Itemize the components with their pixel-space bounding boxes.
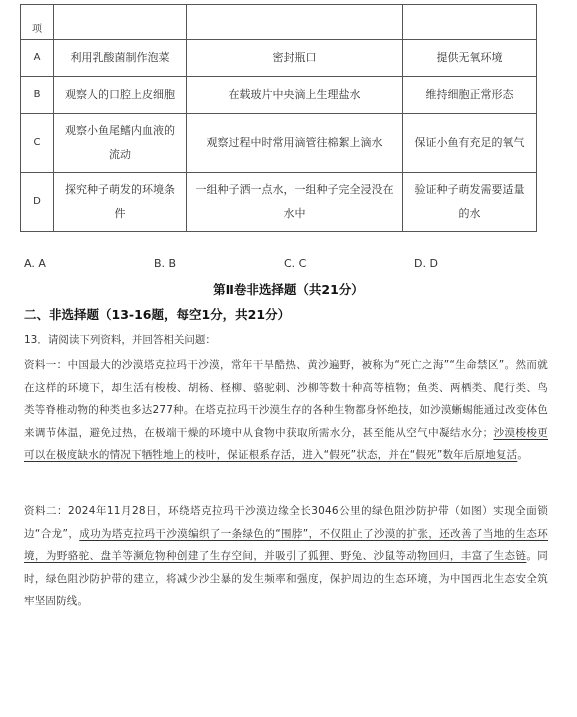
material-two-text: 资料二：2024年11月28日，环绕塔克拉玛干沙漠边缘全长3046公里的绿色阻沙防护带（如图）实现全面锁边“合龙”， <box>24 505 548 540</box>
table-row <box>21 77 537 114</box>
material-two-underlined: 成功为塔克拉玛干沙漠编织了一条绿色的“围脖”，不仅阻止了沙漠的扩张，还改善了当地的生态环境，为野骆驼、盘羊等濒危物种创建了生存空间，并吸引了狐狸、野兔、沙鼠等动物回归，丰富了生态链 <box>24 527 548 562</box>
material-one <box>24 354 548 467</box>
row-id: D <box>21 173 54 232</box>
table-header-cell <box>187 5 403 40</box>
row-operation: 密封瓶口 <box>187 40 403 77</box>
table-header-cell <box>54 5 187 40</box>
row-id: B <box>21 77 54 114</box>
table-row <box>21 114 537 173</box>
table-row <box>21 173 537 232</box>
section-title: 第Ⅱ卷非选择题（共21分） <box>213 282 364 297</box>
row-id: A <box>21 40 54 77</box>
material-one-text: 资料一：中国最大的沙漠塔克拉玛干沙漠，常年干旱酷热、黄沙遍野，被称为“死亡之海”“生命禁区”。然而就在这样的环境下，却生活有梭梭、胡杨、柽柳、骆驼刺、沙柳等数十种高等植物；鱼类、两栖类、爬行类、鸟类等脊椎动物的种类也多达277种。在塔克拉玛干沙漠生存的各种生物都身怀绝技，如沙漠蜥蜴能通过改变体色来调节体温，避免过热，在极端干燥的环境中从食物中获取所需水分，甚至能从空气中凝结水分； <box>24 359 548 439</box>
answer-options <box>24 257 544 273</box>
row-purpose: 验证种子萌发需要适量的水 <box>403 173 537 232</box>
table-header-cell <box>403 5 537 40</box>
part-heading: 二、非选择题（13-16题，每空1分，共21分） <box>24 307 291 322</box>
row-operation: 观察过程中时常用滴管往棉絮上滴水 <box>187 114 403 173</box>
table-header-id: 项 <box>21 5 54 40</box>
row-purpose: 维持细胞正常形态 <box>403 77 537 114</box>
row-purpose: 提供无氧环境 <box>403 40 537 77</box>
material-one-end: 。 <box>517 449 529 461</box>
option-d: D. D <box>414 257 438 270</box>
material-one-underlined: 沙漠梭梭更可以在极度缺水的情况下牺牲地上的枝叶，保证根系存活，进入“假死”状态，并在“假死”数年后原地复活 <box>24 426 548 461</box>
question-intro: 13．请阅读下列资料，并回答相关问题： <box>24 334 216 346</box>
row-experiment: 观察小鱼尾鳍内血液的流动 <box>54 114 187 173</box>
option-a: A. A <box>24 257 46 270</box>
row-experiment: 探究种子萌发的环境条件 <box>54 173 187 232</box>
material-two-end: 。同时，绿色阻沙防护带的建立，将减少沙尘暴的发生频率和强度，保护周边的生态环境，为中国西北生态安全筑牢坚固防线。 <box>24 550 548 607</box>
row-operation: 一组种子洒一点水，一组种子完全浸没在水中 <box>187 173 403 232</box>
row-operation: 在载玻片中央滴上生理盐水 <box>187 77 403 114</box>
material-two <box>24 500 548 613</box>
table-header-row <box>21 5 537 40</box>
table-row <box>21 40 537 77</box>
row-id: C <box>21 114 54 173</box>
option-b: B. B <box>154 257 177 270</box>
option-c: C. C <box>284 257 307 270</box>
row-experiment: 观察人的口腔上皮细胞 <box>54 77 187 114</box>
row-purpose: 保证小鱼有充足的氧气 <box>403 114 537 173</box>
row-experiment: 利用乳酸菌制作泡菜 <box>54 40 187 77</box>
question-table <box>20 4 537 232</box>
